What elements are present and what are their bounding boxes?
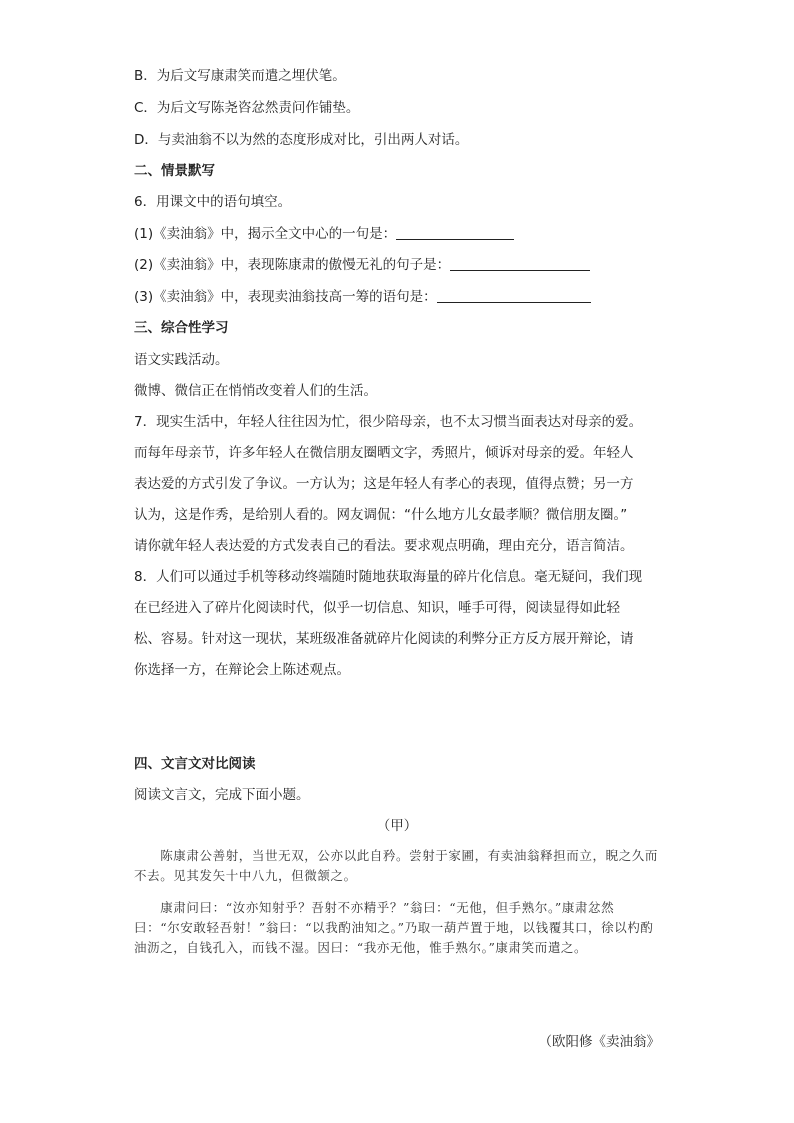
q7-line: 请你就年轻人表达爱的方式发表自己的看法。要求观点明确，理由充分，语言简洁。: [134, 538, 634, 554]
fill-item-2: [134, 255, 590, 275]
section2-heading: 二、情景默写: [134, 163, 215, 179]
section4-heading: 四、文言文对比阅读: [134, 756, 256, 772]
classical-passage: [134, 846, 660, 958]
q8-line: 8．人们可以通过手机等移动终端随时随地获取海量的碎片化信息。毫无疑问，我们现: [134, 569, 643, 585]
answer-blank-2[interactable]: [450, 256, 590, 271]
option-d: D．与卖油翁不以为然的态度形成对比，引出两人对话。: [134, 132, 469, 148]
section3-heading: 三、综合性学习: [134, 320, 229, 336]
section3-intro-1: 语文实践活动。: [134, 352, 229, 368]
option-c: C．为后文写陈尧咨忿然责问作铺垫。: [134, 100, 360, 116]
section4-intro: 阅读文言文，完成下面小题。: [134, 787, 310, 803]
passage-source: （欧阳修《卖油翁》: [538, 1034, 660, 1050]
fill-item-1-text: (1)《卖油翁》中，揭示全文中心的一句是：: [134, 226, 397, 242]
q8-line: 在已经进入了碎片化阅读时代，似乎一切信息、知识，唾手可得，阅读显得如此轻: [134, 600, 620, 616]
answer-blank-3[interactable]: [437, 288, 591, 303]
section3-intro-2: 微博、微信正在悄悄改变着人们的生活。: [134, 383, 377, 399]
fill-item-1: [134, 224, 514, 244]
fill-item-3-text: (3)《卖油翁》中，表现卖油翁技高一筹的语句是：: [134, 289, 437, 305]
passage-paragraph-1: 陈康肃公善射，当世无双，公亦以此自矜。尝射于家圃，有卖油翁释担而立，睨之久而不去。见其发矢十中八九，但微颔之。: [134, 848, 659, 883]
fill-item-3: [134, 287, 591, 307]
passage-paragraph-2: 康肃问曰：“汝亦知射乎？吾射不亦精乎？”翁曰：“无他，但手熟尔。”康肃忿然曰：“尔安敢轻吾射！”翁曰：“以我酌油知之。”乃取一葫芦置于地，以钱覆其口，徐以杓酌油沥之，自钱孔入，而钱不湿。因曰：“我亦无他，惟手熟尔。”康肃笑而遣之。: [134, 900, 654, 955]
q7-line: 7．现实生活中，年轻人往往因为忙，很少陪母亲，也不太习惯当面表达对母亲的爱。: [134, 414, 643, 430]
answer-blank-1[interactable]: [396, 225, 514, 240]
q8-line: 你选择一方，在辩论会上陈述观点。: [134, 662, 350, 678]
fill-item-2-text: (2)《卖油翁》中，表现陈康肃的傲慢无礼的句子是：: [134, 257, 451, 273]
q7-line: 认为，这是作秀，是给别人看的。网友调侃：“什么地方儿女最孝顺？微信朋友圈。”: [134, 507, 628, 523]
question-6: 6．用课文中的语句填空。: [134, 194, 292, 210]
q7-line: 表达爱的方式引发了争议。一方认为；这是年轻人有孝心的表现，值得点赞；另一方: [134, 476, 634, 492]
passage-title: （甲）: [376, 818, 418, 834]
q7-line: 而每年母亲节，许多年轻人在微信朋友圈晒文字，秀照片，倾诉对母亲的爱。年轻人: [134, 445, 634, 461]
option-b: B．为后文写康肃笑而遣之埋伏笔。: [134, 68, 346, 84]
q8-line: 松、容易。针对这一现状，某班级准备就碎片化阅读的利弊分正方反方展开辩论，请: [134, 631, 634, 647]
